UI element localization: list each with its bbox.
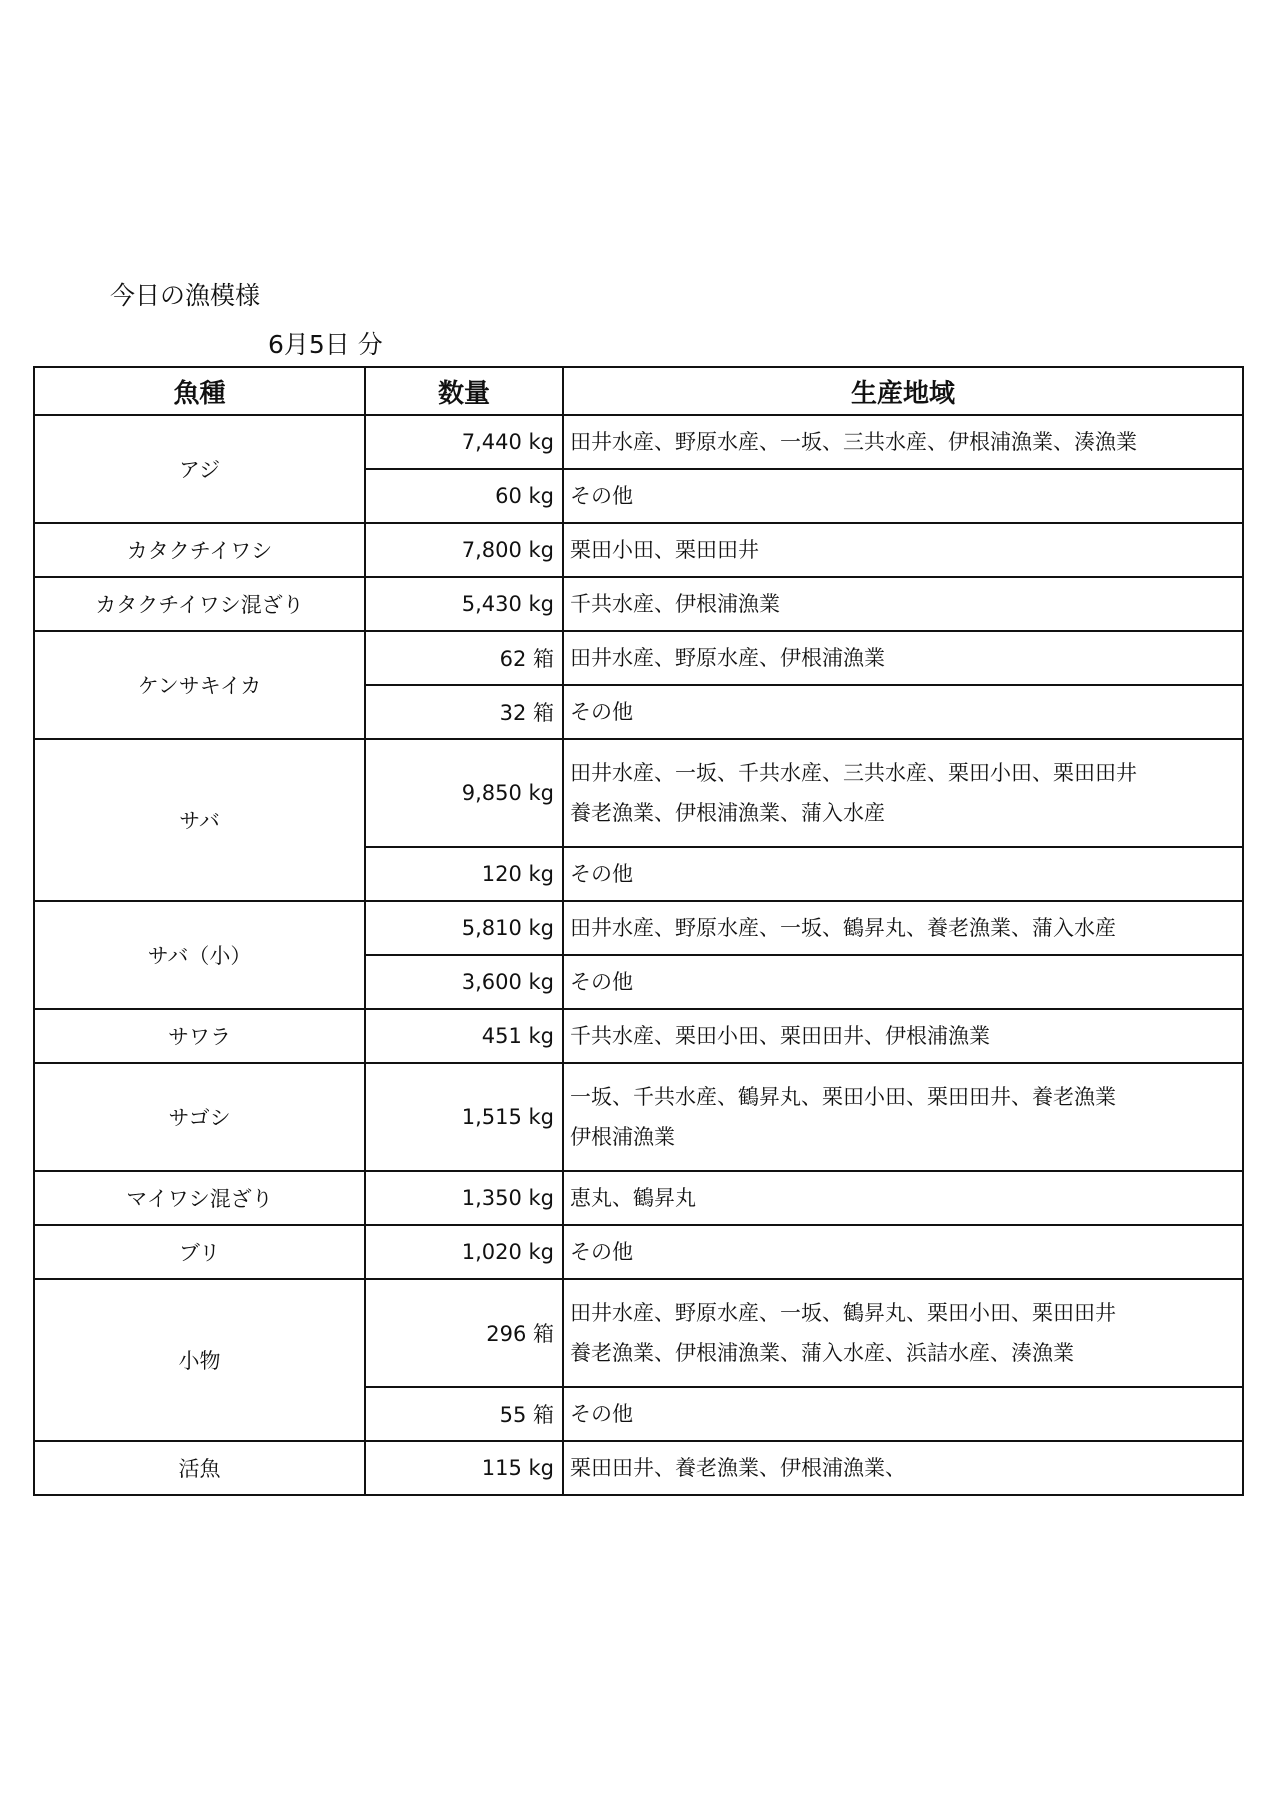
region-cell: [563, 1279, 1243, 1387]
region-line: 千共水産、伊根浦漁業: [570, 592, 780, 616]
species-cell: ブリ: [34, 1225, 365, 1279]
region-cell: [563, 631, 1243, 685]
species-cell: サバ（小）: [34, 901, 365, 1009]
table-row: [34, 415, 1243, 469]
report-date: 6月5日 分: [268, 330, 383, 359]
quantity-cell: 7,440 kg: [365, 415, 563, 469]
region-line: 田井水産、野原水産、一坂、鶴昇丸、養老漁業、蒲入水産: [570, 916, 1116, 940]
quantity-cell: 451 kg: [365, 1009, 563, 1063]
species-cell: アジ: [34, 415, 365, 523]
region-cell: [563, 847, 1243, 901]
page-title: 今日の漁模様: [110, 281, 261, 310]
region-line: その他: [570, 970, 633, 994]
region-cell: [563, 1171, 1243, 1225]
region-cell: [563, 469, 1243, 523]
region-cell: [563, 1387, 1243, 1441]
header-species: 魚種: [34, 367, 365, 415]
region-cell: [563, 685, 1243, 739]
table-row: [34, 631, 1243, 685]
header-quantity: 数量: [365, 367, 563, 415]
quantity-cell: 120 kg: [365, 847, 563, 901]
region-line: その他: [570, 1240, 633, 1264]
region-line: 恵丸、鶴昇丸: [570, 1186, 696, 1210]
table-body: [34, 415, 1243, 1495]
table-row: [34, 1279, 1243, 1387]
region-line: その他: [570, 700, 633, 724]
quantity-cell: 62 箱: [365, 631, 563, 685]
species-cell: サバ: [34, 739, 365, 901]
species-cell: ケンサキイカ: [34, 631, 365, 739]
table-row: [34, 577, 1243, 631]
region-cell: [563, 1009, 1243, 1063]
region-cell: [563, 901, 1243, 955]
quantity-cell: 9,850 kg: [365, 739, 563, 847]
quantity-cell: 7,800 kg: [365, 523, 563, 577]
quantity-cell: 296 箱: [365, 1279, 563, 1387]
species-cell: サワラ: [34, 1009, 365, 1063]
region-cell: [563, 523, 1243, 577]
region-line: 千共水産、栗田小田、栗田田井、伊根浦漁業: [570, 1024, 990, 1048]
quantity-cell: 115 kg: [365, 1441, 563, 1495]
region-cell: [563, 577, 1243, 631]
region-cell: [563, 1063, 1243, 1171]
quantity-cell: 5,430 kg: [365, 577, 563, 631]
region-line: その他: [570, 484, 633, 508]
catch-table: [33, 366, 1244, 1496]
table-row: [34, 901, 1243, 955]
quantity-cell: 60 kg: [365, 469, 563, 523]
quantity-cell: 1,020 kg: [365, 1225, 563, 1279]
table-row: [34, 1063, 1243, 1171]
quantity-cell: 1,350 kg: [365, 1171, 563, 1225]
table-row: [34, 1225, 1243, 1279]
quantity-cell: 3,600 kg: [365, 955, 563, 1009]
region-line: 伊根浦漁業: [570, 1125, 675, 1149]
region-cell: [563, 415, 1243, 469]
species-cell: カタクチイワシ: [34, 523, 365, 577]
region-cell: [563, 1441, 1243, 1495]
region-cell: [563, 1225, 1243, 1279]
species-cell: サゴシ: [34, 1063, 365, 1171]
region-cell: [563, 955, 1243, 1009]
table-row: [34, 1009, 1243, 1063]
region-line: 田井水産、野原水産、伊根浦漁業: [570, 646, 885, 670]
header-row: [34, 367, 1243, 415]
species-cell: カタクチイワシ混ざり: [34, 577, 365, 631]
table-row: [34, 1441, 1243, 1495]
quantity-cell: 1,515 kg: [365, 1063, 563, 1171]
region-line: 一坂、千共水産、鶴昇丸、栗田小田、栗田田井、養老漁業: [570, 1085, 1116, 1109]
region-line: 田井水産、一坂、千共水産、三共水産、栗田小田、栗田田井: [570, 761, 1137, 785]
region-line: 養老漁業、伊根浦漁業、蒲入水産、浜詰水産、湊漁業: [570, 1341, 1074, 1365]
quantity-cell: 55 箱: [365, 1387, 563, 1441]
species-cell: マイワシ混ざり: [34, 1171, 365, 1225]
region-line: 田井水産、野原水産、一坂、三共水産、伊根浦漁業、湊漁業: [570, 430, 1137, 454]
region-line: 栗田小田、栗田田井: [570, 538, 759, 562]
region-line: その他: [570, 1402, 633, 1426]
quantity-cell: 5,810 kg: [365, 901, 563, 955]
region-cell: [563, 739, 1243, 847]
header-region: 生産地域: [563, 367, 1243, 415]
region-line: 栗田田井、養老漁業、伊根浦漁業、: [570, 1456, 906, 1480]
region-line: 田井水産、野原水産、一坂、鶴昇丸、栗田小田、栗田田井: [570, 1301, 1116, 1325]
species-cell: 活魚: [34, 1441, 365, 1495]
table-row: [34, 1171, 1243, 1225]
region-line: その他: [570, 862, 633, 886]
region-line: 養老漁業、伊根浦漁業、蒲入水産: [570, 801, 885, 825]
table-row: [34, 523, 1243, 577]
species-cell: 小物: [34, 1279, 365, 1441]
table-row: [34, 739, 1243, 847]
quantity-cell: 32 箱: [365, 685, 563, 739]
